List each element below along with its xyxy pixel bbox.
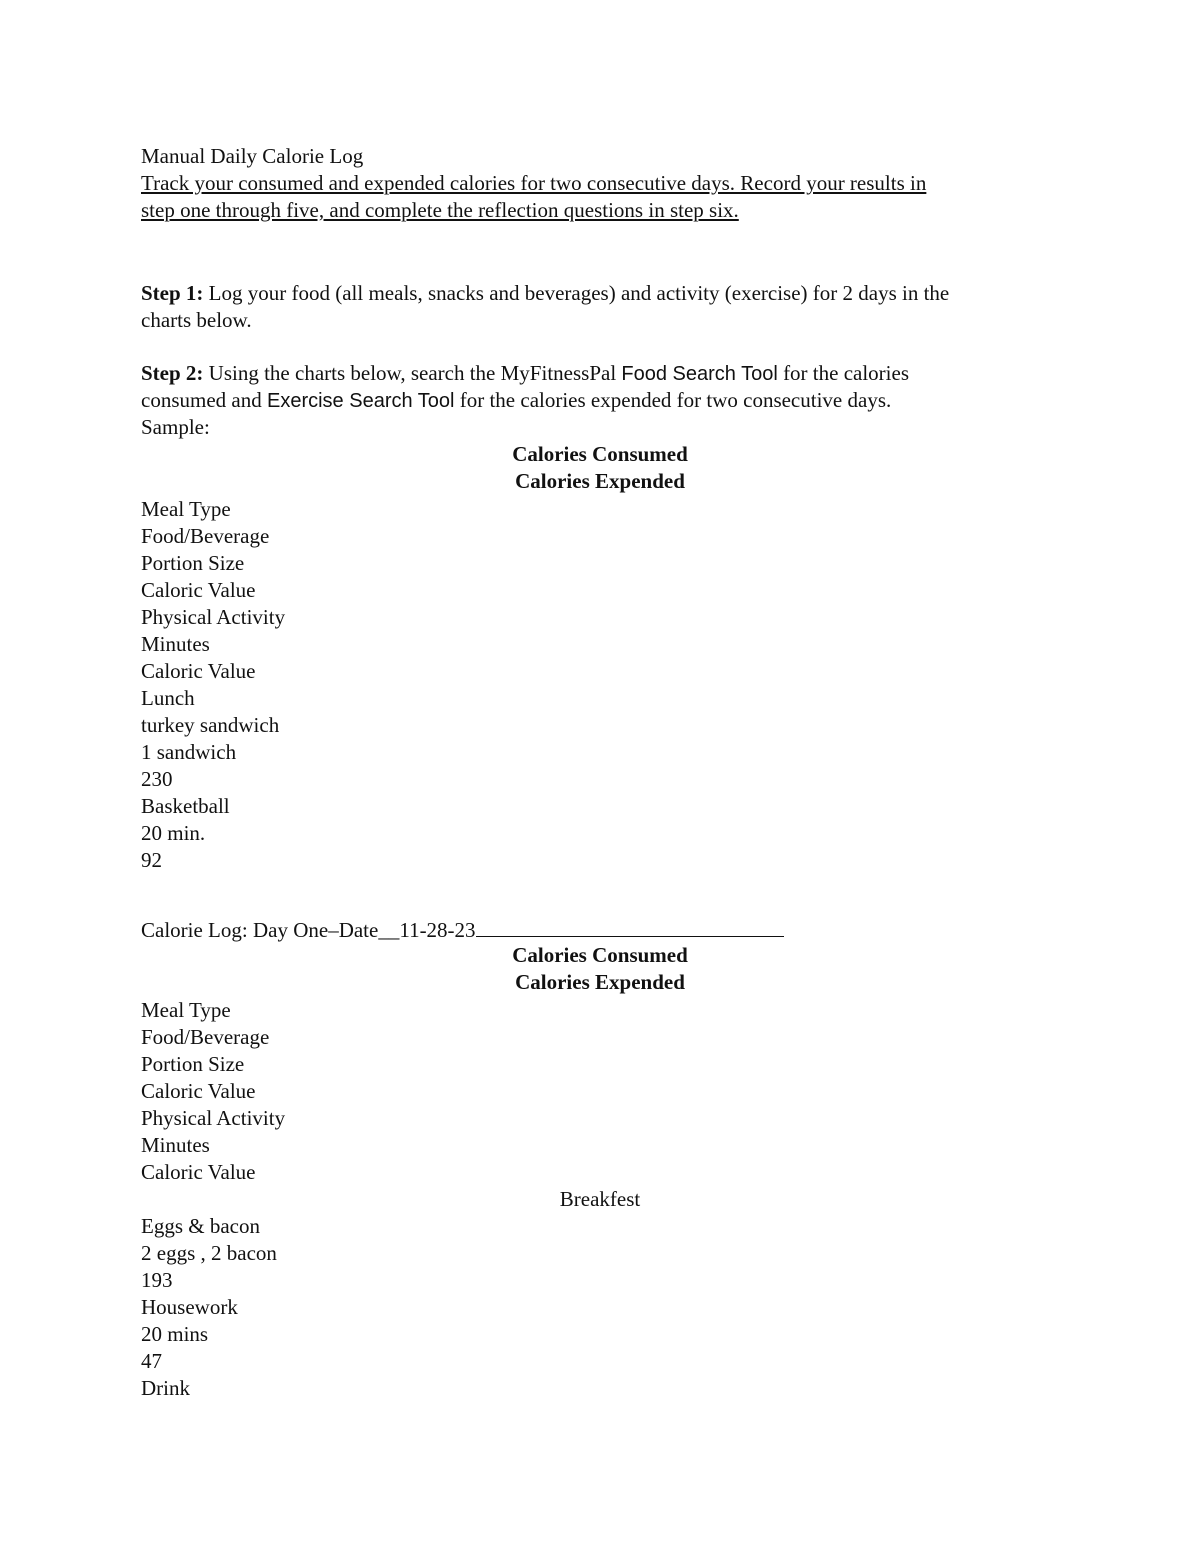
sample-heading-consumed: Calories Consumed [512,442,688,466]
day-one-column-header: Caloric Value [141,1079,256,1103]
day-one-cell: 47 [141,1349,162,1373]
step2-line-2 [141,387,891,415]
sample-cell: 92 [141,848,162,872]
sample-column-header: Caloric Value [141,659,256,683]
day-one-cell: 193 [141,1268,173,1292]
sample-cell: 230 [141,767,173,791]
day-one-cell: Eggs & bacon [141,1214,260,1238]
day-one-cell: Drink [141,1376,190,1400]
sample-column-header: Caloric Value [141,578,256,602]
step2-text-2c: for the calories expended for two consecutive days. [454,388,892,412]
sample-column-header: Meal Type [141,497,231,521]
day-one-column-header: Physical Activity [141,1106,286,1130]
day-one-column-header: Minutes [141,1133,210,1157]
document-title: Manual Daily Calorie Log [141,144,364,168]
exercise-search-tool-text: Exercise Search Tool [266,390,455,412]
day-one-cell: 2 eggs , 2 bacon [141,1241,277,1265]
food-search-tool-text: Food Search Tool [621,363,778,385]
step2-text-1a: Using the charts below, search the MyFitnessPal [203,361,622,385]
sample-cell: turkey sandwich [141,713,280,737]
intro-line-2: step one through five, and complete the reflection questions in step six. [141,198,739,222]
sample-column-header: Food/Beverage [141,524,270,548]
sample-heading-expended: Calories Expended [515,469,685,493]
step2-line-1 [141,360,909,388]
sample-cell: Lunch [141,686,195,710]
day-one-column-header: Portion Size [141,1052,245,1076]
sample-cell: Basketball [141,794,230,818]
day-one-date: 11-28-23 [399,918,476,942]
day-one-column-header: Food/Beverage [141,1025,270,1049]
step1-line-2: charts below. [141,308,252,332]
step1-line-1 [141,280,949,307]
sample-label: Sample: [141,415,210,439]
day-one-heading-expended: Calories Expended [515,970,685,994]
day-one-cell: 20 mins [141,1322,209,1346]
day-one-meal-type: Breakfest [559,1187,641,1211]
step1-text-1: Log your food (all meals, snacks and beverages) and activity (exercise) for 2 days in the [203,281,950,305]
step2-label: Step 2: [141,361,204,385]
date-fill-line [476,916,784,937]
step2-text-1c: for the calories [777,361,910,385]
sample-column-header: Portion Size [141,551,245,575]
day-one-cell: Housework [141,1295,238,1319]
day-one-column-header: Meal Type [141,998,231,1022]
day-one-column-header: Caloric Value [141,1160,256,1184]
sample-cell: 20 min. [141,821,206,845]
step1-label: Step 1: [141,281,204,305]
sample-column-header: Physical Activity [141,605,286,629]
intro-line-1: Track your consumed and expended calories for two consecutive days. Record your results in [141,171,927,195]
step2-text-2a: consumed and [141,388,267,412]
day-one-label-prefix: Calorie Log: Day One–Date__ [141,918,400,942]
sample-column-header: Minutes [141,632,210,656]
sample-cell: 1 sandwich [141,740,237,764]
day-one-label [141,916,784,944]
day-one-heading-consumed: Calories Consumed [512,943,688,967]
